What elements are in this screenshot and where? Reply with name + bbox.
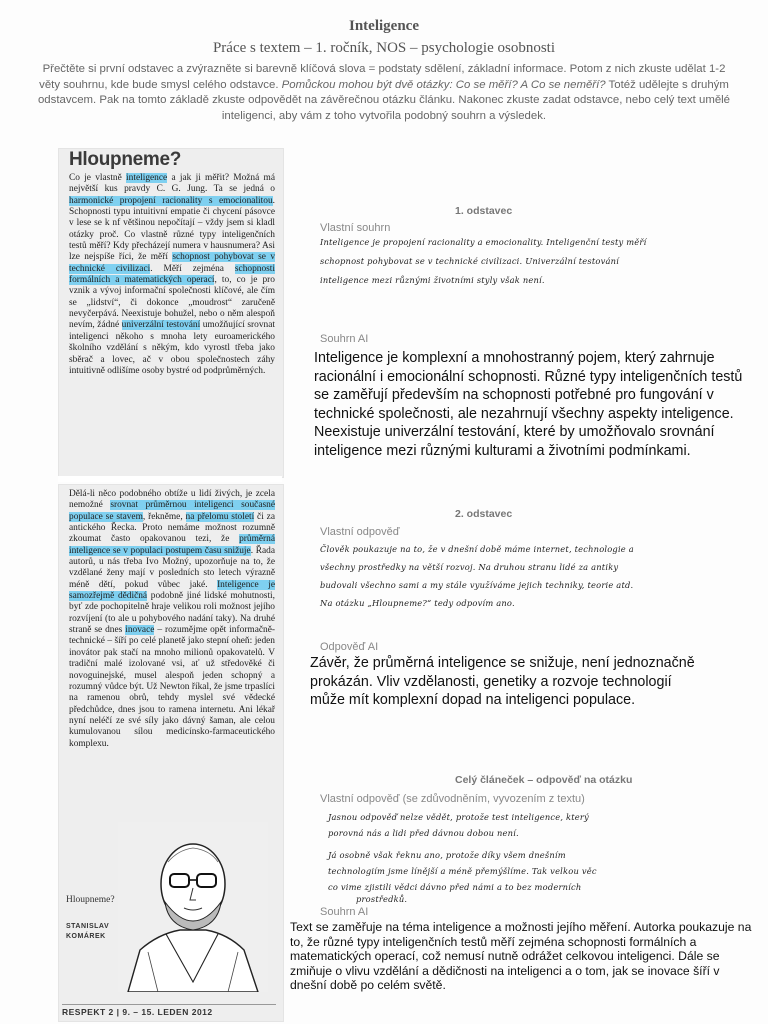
highlighted-keyword: srovnat průměrnou inteligenci současné populace se stavem [69, 500, 275, 522]
section-1-title: 1. odstavec [455, 205, 513, 217]
highlighted-keyword: schopnost pohybovat se v technické civilizaci [69, 252, 276, 274]
section-2-own-line-3: budovali všechno sami a my stále využíváme jejich techniky, teorie atd. [320, 580, 634, 590]
article-text: Co je vlastně [69, 173, 127, 183]
page-subtitle: Práce s textem – 1. ročník, NOS – psychologie osobnosti [212, 40, 556, 56]
author-portrait-illustration [118, 822, 268, 992]
article-heading: Hloupneme? [69, 149, 182, 170]
section-2-ai-label: Odpověď AI [320, 641, 379, 653]
section-3-title: Celý článeček – odpověď na otázku [455, 774, 633, 786]
section-3-ai-text: Text se zaměřuje na téma inteligence a možnosti jejího měření. Autorka poukazuje na to, že různé typy inteligenčních testů měří zejména schopnosti formálních a matematických operací, což nemusí nutně odrážet celkovou inteligenci. Dále se zmiňuje o vlivu vzdělání a dědičnosti na inteligenci a o tom, jak se inovace šíří v dnešní době po celém světě. [290, 920, 752, 993]
article-text: , řekněme, [142, 511, 186, 522]
highlighted-keyword: harmonické propojení racionality s emocionalitou [69, 195, 273, 206]
author-last-name: KOMÁREK [66, 933, 106, 940]
article-text: umožňující srovnat inteligenci někoho s mnoha lety euroamerického školního vzdělání s někým, kdo vyrostl třeba jako sběrač a lovec, ač v obou společnostech záhy intuitivně odlišíme osoby bystré od podprůměrných. [69, 320, 275, 376]
section-1-own-line-2: schopnost pohybovat se v technické civilizaci. Univerzální testování [320, 256, 620, 266]
section-1-own-label: Vlastní souhrn [320, 222, 391, 234]
section-3-own-line-5: co vime zjistili vědci dávno před námi a to bez moderních [328, 882, 582, 892]
article-text: či za antického Řecka. Proto nemáme možnost rozumně zkoumat často opakovanou tezi, že [69, 511, 275, 545]
author-first-name: STANISLAV [66, 923, 110, 930]
illustration-caption: Hloupneme? [66, 895, 115, 905]
section-3-own-line-6: prostředků. [356, 894, 408, 904]
section-2-own-line-1: Člověk poukazuje na to, že v dnešní době máme internet, technologie a [320, 544, 634, 554]
article-text: . Řada autorů, u nás třeba Ivo Možný, upozorňuje na to, že vzdělané ženy mají v posledních sto letech výrazně méně dětí, pokud vůbec jaké. [69, 545, 275, 590]
article-text: – rozumějme opět informačně-technické – šíří po celé planetě jako stepní oheň: jeden inovátor pak stačí na mnoho milionů opakovatelů. V tradiční malé izolované vsi, ať už středověké či novoguinejské, musel alespoň jeden schopný a rozumný vůdce být. Už Newton říkal, že jsme trpaslíci na ramenou obrů, tehdy myslel své vědecké předchůdce, dnes jsou to ramena internetu. Ani lékař nyní neléčí ze své síly jako dávný šaman, ale celou kumulovanou sílou medicínsko-farmaceutického komplexu. [69, 625, 275, 749]
section-2-title: 2. odstavec [455, 508, 513, 520]
page-title: Inteligence [349, 18, 419, 34]
instructions-hint: Pomůckou mohou být dvě otázky: Co se měří? A Co se neměří? [281, 78, 606, 91]
highlighted-keyword: inovace [125, 625, 155, 636]
highlighted-keyword: schopnosti formálních a matematických operací [69, 263, 275, 286]
section-3-own-line-1: Jasnou odpověď nelze vědět, protože test inteligence, který [328, 812, 589, 822]
author-name [66, 922, 109, 942]
article-text: podobně jiné lidské mohutnosti, byť zde pochopitelně hraje velikou roli možnost jejího rozvíjení (to ale u pohybového nadání taky). Na druhé straně se dnes [69, 591, 275, 636]
highlighted-keyword: Inteligence je samozřejmě dědičná [69, 579, 275, 602]
section-1-ai-text: Inteligence je komplexní a mnohostranný pojem, který zahrnuje racionální i emocionální schopnosti. Různé typy inteligenčních testů se zaměřují především na schopnosti potřebné pro fungování v technické společnosti, ale nezahrnují všechny aspekty inteligence. Neexistuje univerzální testování, které by umožňovalo srovnání inteligence mezi různými kulturami a životními podmínkami. [314, 350, 743, 459]
article-text: . Schopnosti typu intuitivní empatie či chycení pásovce v lese se k nf většinou nepočítají – vždy jsem si kladl otázky proč. Co vlastně různé typy inteligenčních testů měří? Kdy přecházejí numera v hausnumera? Asi lze nejspíše říci, že měří [69, 195, 275, 263]
article-paragraph-1 [59, 173, 283, 377]
highlighted-keyword: univerzální testování [121, 320, 201, 331]
section-2-own-line-4: Na otázku „Hloupneme?“ tedy odpovím ano. [320, 598, 515, 608]
article-text: . Měří zejména [150, 263, 235, 274]
article-text: Dělá-li něco podobného obtíže u lidí živých, je zcela nemožné [69, 489, 275, 511]
section-3-own-label: Vlastní odpověď (se zdůvodněním, vyvozením z textu) [320, 793, 585, 805]
instructions [34, 62, 734, 124]
section-1-own-line-1: Inteligence je propojení racionality a emocionality. Inteligenční testy měří [320, 237, 647, 247]
article-text: a jak ji měřit? Možná má největší kus pravdy C. G. Jung. Ta se jedná o [69, 173, 275, 195]
article-text: , to, co je pro vznik a vývoj informační společnosti klíčové, ale čím se „lidství“, či dokonce „moudrost“ zaručeně nevyčerpává. Neexistuje bohužel, nebo o něm alespoň nevím, žádné [69, 275, 275, 331]
publication-footer: RESPEKT 2 | 9. – 15. LEDEN 2012 [62, 1004, 276, 1017]
section-2-own-line-2: všechny prostředky na větší rozvoj. Na druhou stranu lidé za antiky [320, 562, 619, 572]
instructions-part-2: Totéž udělejte s druhým odstavcem. Pak na tomto základě zkuste odpovědět na závěrečnou otázku článku. Nakonec zkuste zadat odstavce, nebo celý text umělé inteligenci, aby vám z toho vytvořila podobný souhrn a výsledek. [37, 78, 731, 122]
highlighted-keyword: průměrná inteligence se v populaci postupem času snižuje [69, 534, 275, 556]
highlighted-keyword: na přelomu století [185, 511, 255, 522]
section-1-ai-label: Souhrn AI [320, 333, 369, 345]
section-3-own-line-2: porovná nás a lidi před dávnou dobou není. [328, 828, 519, 838]
article-paragraph-2 [59, 485, 283, 750]
divider [58, 476, 282, 482]
highlighted-keyword: inteligence [126, 173, 168, 183]
section-3-own-line-3: Já osobně však řeknu ano, protože díky všem dnešním [328, 850, 566, 860]
instructions-part-1: Přečtěte si první odstavec a zvýrazněte si barevně klíčová slova = podstaty sdělení, základní informace. Potom z nich zkuste udělat 1-2 věty souhrnu, kde bude smysl celého odstavce. [39, 63, 726, 91]
article-clipping-1 [58, 148, 284, 478]
section-3-ai-label: Souhrn AI [320, 906, 369, 918]
section-3-own-line-4: technologiím jsme línější a méně přemýšlíme. Tak velkou věc [328, 866, 597, 876]
section-2-own-label: Vlastní odpověď [320, 526, 400, 538]
section-2-ai-text: Závěr, že průměrná inteligence se snižuje, není jednoznačně prokázán. Vliv vzdělanosti, genetiky a rozvoje technologií může mít komplexní dopad na inteligenci populace. [310, 655, 695, 709]
section-1-own-line-3: inteligence mezi různými životními styly však není. [320, 275, 545, 285]
